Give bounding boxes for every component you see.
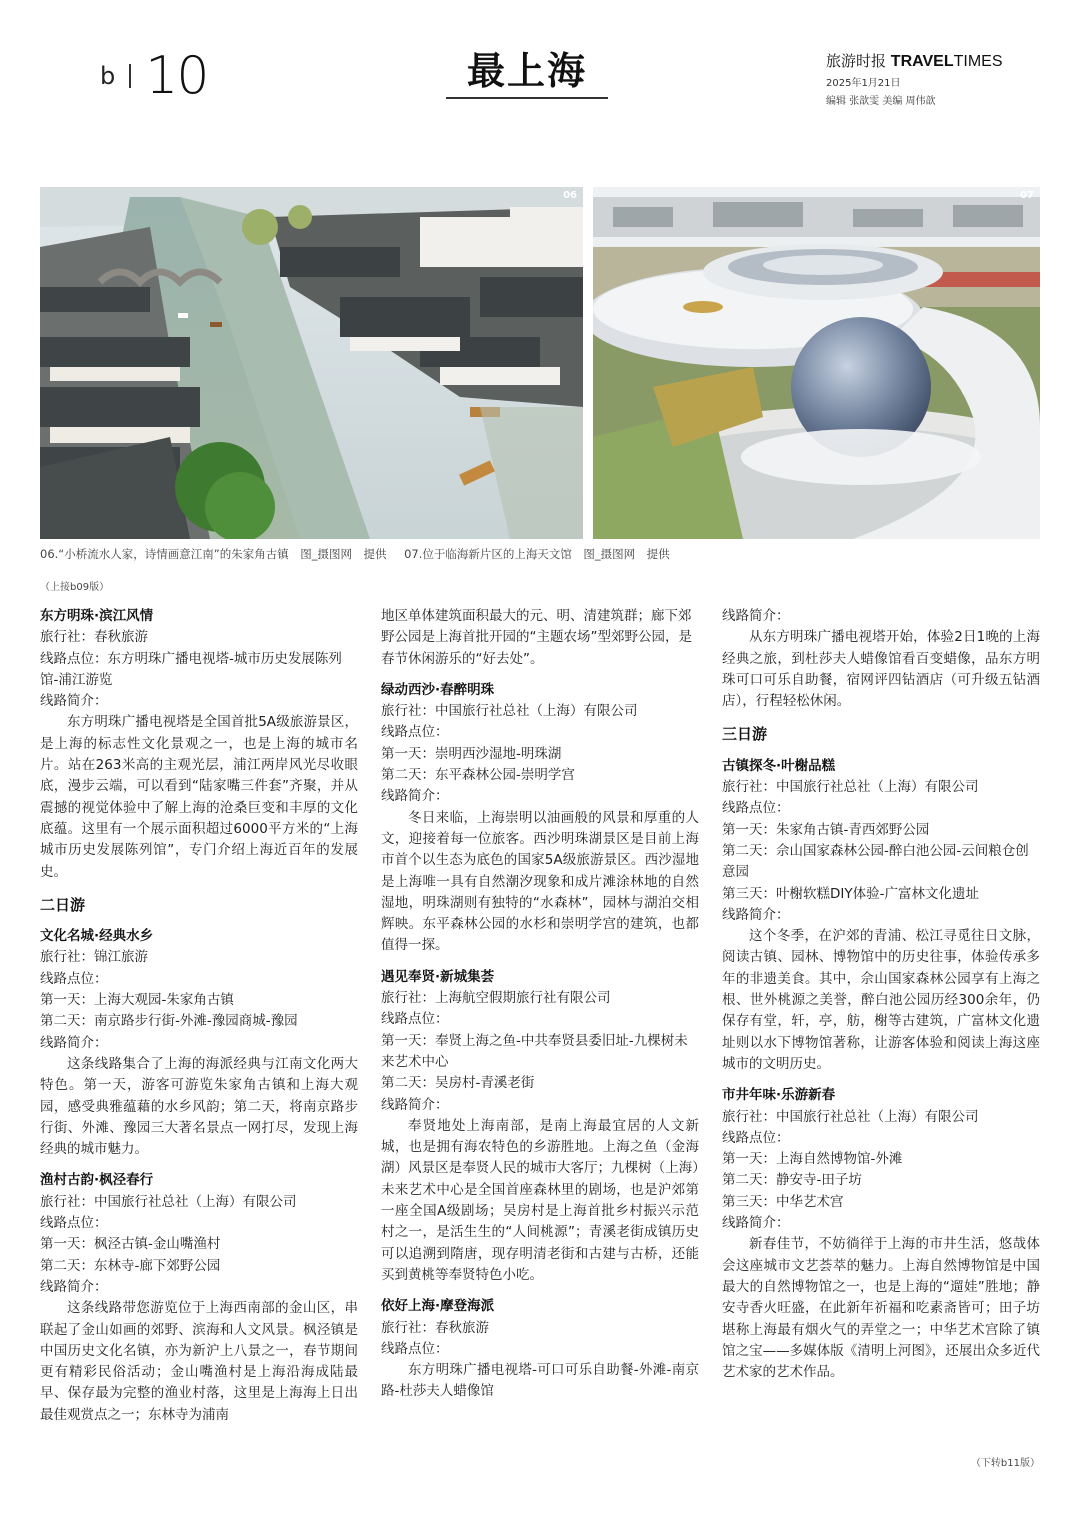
route-detail-line: 第二天：佘山国家森林公园-醉白池公园-云间粮仓创意园	[722, 842, 1029, 881]
editor-credits: 编辑 张歆雯 美编 周伟歆	[826, 96, 936, 107]
photo-shanghai-astronomy-museum	[593, 187, 1040, 539]
divider	[129, 64, 131, 88]
page-title: 最上海	[466, 48, 587, 93]
route-detail-line: 线路点位：	[40, 1215, 108, 1232]
photo-number: 07	[1020, 190, 1034, 201]
route-detail-line: 旅行社：春秋旅游	[40, 629, 148, 646]
route-detail-line: 线路简介：	[40, 693, 108, 710]
route-detail-line: 线路点位：	[40, 970, 108, 987]
paragraph: 这条线路集合了上海的海派经典与江南文化两大特色。第一天，游客可游览朱家角古镇和上海大观园，感受典雅蕴藉的水乡风韵；第二天，将南京路步行街、外滩、豫园三大著名景点一网打尽，发现上海经典的城市魅力。	[40, 1055, 358, 1158]
article-column-1	[40, 606, 358, 1426]
paper-name-en-bold: TRAVEL	[890, 53, 954, 70]
paragraph: 这条线路带您游览位于上海西南部的金山区，串联起了金山如画的郊野、滨海和人文风景。枫泾镇是中国历史文化名镇，亦为新沪上八景之一，春节期间更有精彩民俗活动；金山嘴渔村是上海沿海成陆最早、保存最为完整的渔业村落，这里是上海海上日出最佳观赏点之一；东林寺为浦南	[40, 1300, 358, 1423]
route-heading: 古镇探冬·叶榭品糕	[722, 757, 836, 774]
paragraph: 东方明珠广播电视塔是全国首批5A级旅游景区，是上海的标志性文化景观之一，也是上海的城市名片。站在263米高的主观光层，浦江两岸风光尽收眼底，漫步云端，可以看到“陆家嘴三件套”齐聚，并从震撼的视觉体验中了解上海的沧桑巨变和丰厚的文化底蕴。这里有一个展示面积超过6000平方米的“上海城市历史发展陈列馆”，专门介绍上海近百年的发展史。	[40, 714, 358, 880]
route-detail-line: 第三天：中华艺术宫	[722, 1193, 844, 1210]
paper-name-cn: 旅游时报	[826, 52, 887, 70]
section-letter: b	[100, 62, 118, 90]
photo-captions	[40, 546, 684, 562]
route-detail-line: 旅行社：春秋旅游	[381, 1319, 489, 1336]
continued-from: （上接b09版）	[40, 582, 110, 593]
route-detail-line: 旅行社：中国旅行社总社（上海）有限公司	[722, 779, 979, 796]
paper-name-en: TIMES	[953, 53, 1003, 70]
section-heading: 三日游	[722, 725, 768, 744]
photo-number: 06	[563, 190, 577, 201]
route-detail-line: 线路点位：	[722, 1129, 790, 1146]
section-heading: 二日游	[40, 895, 86, 914]
route-heading: 文化名城·经典水乡	[40, 928, 154, 945]
paper-name	[826, 50, 1046, 71]
paragraph-continued: 地区单体建筑面积最大的元、明、清建筑群；廊下郊野公园是上海首批开园的“主题农场”型郊野公园，是春节休闲游乐的“好去处”。	[381, 608, 692, 667]
route-detail-line: 第二天：南京路步行街-外滩-豫园商城-豫园	[40, 1013, 298, 1030]
route-heading: 市井年味·乐游新春	[722, 1087, 836, 1104]
route-detail-line: 线路点位：	[381, 724, 449, 741]
route-detail-line: 第一天：朱家角古镇-青西郊野公园	[722, 821, 930, 838]
continued-to: （下转b11版）	[970, 1458, 1040, 1469]
paragraph: 新春佳节，不妨徜徉于上海的市井生活，悠哉体会这座城市文艺荟萃的魅力。上海自然博物馆是中国最大的自然博物馆之一，也是上海的“遛娃”胜地；静安寺香火旺盛，在此新年祈福和吃素斋皆可；田子坊堪称上海最有烟火气的弄堂之一；中华艺术宫除了镇馆之宝——多媒体版《清明上河图》，还展出众多近代艺术家的艺术作品。	[722, 1236, 1040, 1381]
route-detail-line: 第三天：叶榭软糕DIY体验-广富林文化遗址	[722, 885, 979, 902]
route-detail-line: 线路简介：	[722, 1215, 790, 1232]
route-detail-line: 第二天：东林寺-廊下郊野公园	[40, 1257, 221, 1274]
route-detail-line: 第一天：上海自然博物馆-外滩	[722, 1151, 903, 1168]
route-heading: 依好上海·摩登海派	[381, 1298, 495, 1315]
astronomy-museum-illustration	[593, 187, 1040, 539]
route-detail-line: 旅行社：上海航空假期旅行社有限公司	[381, 990, 611, 1007]
water-town-illustration	[40, 187, 583, 539]
route-heading: 遇见奉贤·新城集荟	[381, 968, 495, 985]
route-detail-line: 线路点位：东方明珠广播电视塔-城市历史发展陈列馆-浦江游览	[40, 650, 342, 688]
route-detail-line: 第一天：上海大观园-朱家角古镇	[40, 992, 234, 1009]
route-detail-line: 第一天：奉贤上海之鱼-中共奉贤县委旧址-九棵树未来艺术中心	[381, 1032, 688, 1070]
route-detail-line: 旅行社：中国旅行社总社（上海）有限公司	[381, 703, 638, 720]
page-number: 10	[145, 46, 208, 106]
route-detail-line: 线路点位：	[381, 1340, 449, 1357]
route-detail-line: 第一天：枫泾古镇-金山嘴渔村	[40, 1236, 221, 1253]
route-heading: 渔村古韵·枫泾春行	[40, 1172, 154, 1189]
route-detail-line: 线路简介：	[40, 1034, 108, 1051]
title-underline	[446, 97, 608, 99]
paragraph: 东方明珠广播电视塔-可口可乐自助餐-外滩-南京路-杜莎夫人蜡像馆	[381, 1362, 699, 1400]
route-detail-line: 线路简介：	[40, 1278, 108, 1295]
route-heading: 东方明珠·滨江风情	[40, 608, 154, 624]
paragraph: 这个冬季，在沪郊的青浦、松江寻觅往日文脉，阅读古镇、园林、博物馆中的历史往事，体验传承多年的非遗美食。其中，佘山国家森林公园享有上海之根、世外桃源之美誉，醉白池公园历经300余年，仍保存有堂，轩，亭，舫，榭等古建筑，广富林文化遗址则以水下博物馆著称，让游客体验和阅读上海这座城市的文明历史。	[722, 928, 1040, 1072]
page-number-block	[100, 46, 208, 106]
route-detail-line: 线路简介：	[381, 788, 449, 805]
article-column-3	[722, 606, 1040, 1383]
route-detail-line: 旅行社：锦江旅游	[40, 949, 148, 966]
route-detail-line: 线路点位：	[381, 1011, 449, 1028]
route-detail-line: 第二天：静安寺-田子坊	[722, 1172, 862, 1189]
route-detail-line: 第二天：吴房村-青溪老街	[381, 1075, 535, 1092]
route-detail-line: 第一天：崇明西沙湿地-明珠湖	[381, 745, 562, 762]
route-detail-line: 第二天：东平森林公园-崇明学宫	[381, 767, 575, 784]
paragraph: 从东方明珠广播电视塔开始，体验2日1晚的上海经典之旅，到杜莎夫人蜡像馆看百变蜡像，品东方明珠可口可乐自助餐，宿网评四钻酒店（可升级五钻酒店），行程轻松休闲。	[722, 629, 1040, 710]
caption-photo-06: 06.“小桥流水人家，诗情画意江南”的朱家角古镇 图_摄图网 提供	[40, 547, 387, 561]
photo-zhujiajiao-water-town	[40, 187, 583, 539]
caption-photo-07: 07.位于临海新片区的上海天文馆 图_摄图网 提供	[404, 547, 670, 561]
route-detail-line: 线路简介：	[381, 1096, 449, 1113]
masthead	[826, 50, 1046, 107]
issue-date: 2025年1月21日	[826, 78, 901, 89]
route-detail-line: 线路简介：	[722, 608, 790, 624]
route-detail-line: 线路点位：	[722, 800, 790, 817]
route-detail-line: 线路简介：	[722, 906, 790, 923]
paragraph: 奉贤地处上海南部，是南上海最宜居的人文新城，也是拥有海农特色的乡游胜地。上海之鱼（金海湖）风景区是奉贤人民的城市大客厅；九棵树（上海）未来艺术中心是全国首座森林里的剧场，也是沪郊第一座全国A级剧场；吴房村是上海首批乡村振兴示范村之一，是活生生的“人间桃源”；青溪老街成镇历史可以追溯到隋唐，现存明清老街和古建与古桥，还能买到黄桃等奉贤特色小吃。	[381, 1117, 699, 1283]
article-column-2	[381, 606, 699, 1403]
paragraph: 冬日来临，上海崇明以油画般的风景和厚重的人文，迎接着每一位旅客。西沙明珠湖景区是目前上海市首个以生态为底色的国家5A级旅游景区。西沙湿地是上海唯一具有自然潮汐现象和成片滩涂林地的自然湿地，明珠湖则有独特的“水森林”，园林与湖泊交相辉映。东平森林公园的水杉和崇明学宫的建筑，也都值得一探。	[381, 809, 699, 954]
route-detail-line: 旅行社：中国旅行社总社（上海）有限公司	[40, 1193, 297, 1210]
route-detail-line: 旅行社：中国旅行社总社（上海）有限公司	[722, 1108, 979, 1125]
route-heading: 绿动西沙·春醉明珠	[381, 681, 495, 698]
